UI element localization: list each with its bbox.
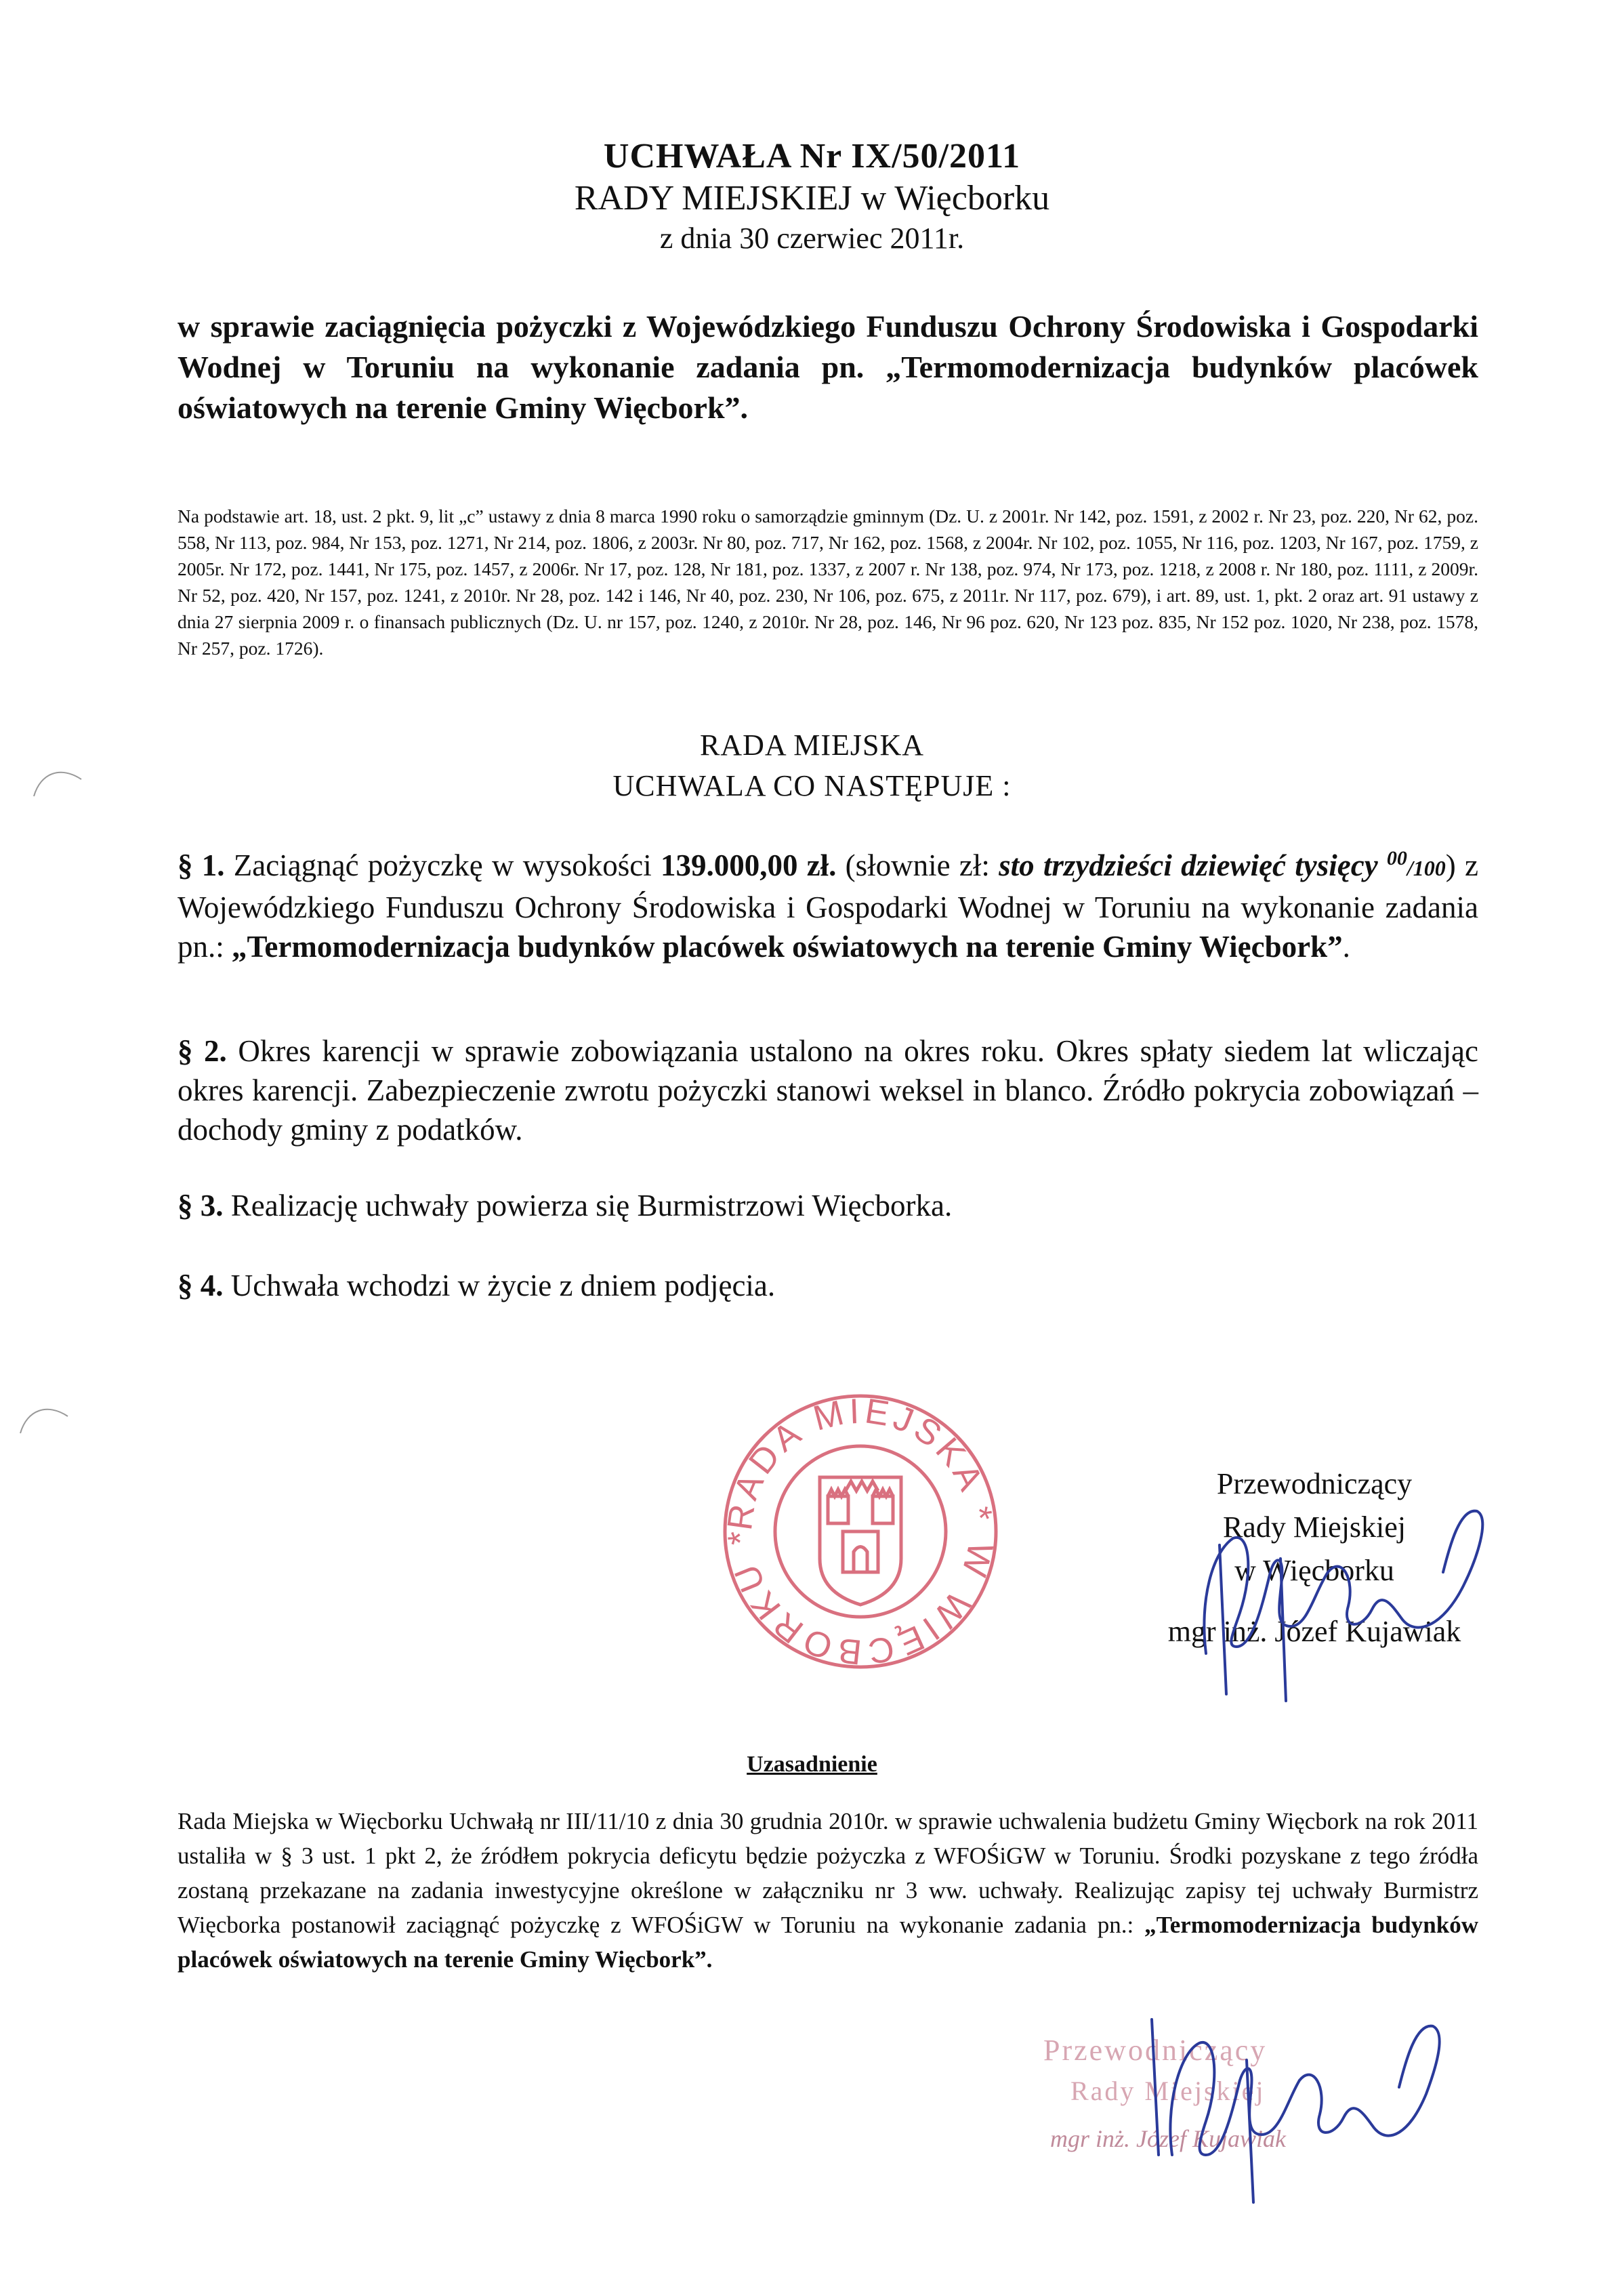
legal-basis: Na podstawie art. 18, ust. 2 pkt. 9, lit „c” ustawy z dnia 8 marca 1990 roku o samorządzie gminnym (Dz. U. z 2001r. Nr 142, poz. 1591, z 2002 r. Nr 23, poz. 220, Nr 62, poz. 558, Nr 113, poz. 984, Nr 153, poz. 1271, Nr 214, poz. 1806, z 2003r. Nr 80, poz. 717, Nr 162, poz. 1568, z 2004r. Nr 102, poz. 1055, Nr 116, poz. 1203, Nr 167, poz. 1759, z 2005r. Nr 172, poz. 1441, Nr 175, poz. 1457, z 2006r. Nr 17, poz. 128, Nr 181, poz. 1337, z 2007 r. Nr 138, poz. 974, Nr 173, poz. 1218, z 2008 r. Nr 180, poz. 1111, z 2009r. Nr 52, poz. 420, Nr 157, poz. 1241, z 2010r. Nr 28, poz. 142 i 146, Nr 40, poz. 230, Nr 106, poz. 675, z 2011r. Nr 117, poz. 679), i art. 89, ust. 1, pkt. 2 oraz art. 91 ustawy z dnia 27 sierpnia 2009 r. o finansach publicznych (Dz. U. nr 157, poz. 1240, z 2010r. Nr 28, poz. 146, Nr 96 poz. 620, Nr 123 poz. 835, Nr 152 poz. 1020, Nr 238, poz. 1578, Nr 257, poz. 1726). (178, 506, 1478, 659)
paragraph-text: Zaciągnąć pożyczkę w wysokości (224, 848, 661, 882)
handwritten-signature-1 (1125, 1491, 1504, 1708)
stamp-council: Rady Miejskiej (1070, 2076, 1266, 2106)
coat-of-arms-icon (820, 1477, 901, 1605)
council-decision-heading (0, 725, 1624, 806)
paragraph-1 (178, 839, 1478, 966)
decision-intro: UCHWALA CO NASTĘPUJE : (612, 769, 1012, 802)
paragraph-3 (178, 1186, 1478, 1225)
paragraph-symbol: § 1. (178, 848, 225, 882)
paragraph-symbol: § 4. (178, 1269, 224, 1302)
council-seal-stamp (718, 1389, 1003, 1674)
scan-edge-mark (27, 759, 88, 800)
paragraph-text: (słownie zł: (836, 848, 999, 882)
justification-task: „Termomodernizacja budynków placówek oświatowych na terenie Gminy Więcbork”. (178, 1912, 1478, 1973)
chairman-council: Rady Miejskiej (1222, 1510, 1407, 1544)
paragraph-text: . (1342, 930, 1350, 964)
chairman-title: Przewodniczący (1216, 1467, 1413, 1500)
paragraph-text: Realizację uchwały powierza się Burmistrzowi Więcborka. (223, 1189, 953, 1222)
scan-edge-mark (14, 1396, 75, 1437)
amount-in-words: sto trzydzieści dziewięć tysięcy (999, 848, 1387, 882)
handwritten-signature-2 (1111, 2006, 1450, 2209)
paragraph-symbol: § 3. (178, 1189, 224, 1222)
stamp-name: mgr inż. Józef Kujawiak (1050, 2125, 1286, 2152)
council-name: RADY MIEJSKIEJ w Więcborku (574, 179, 1050, 218)
resolution-date: z dnia 30 czerwiec 2011r. (659, 222, 965, 255)
chairman-town: w Więcborku (1234, 1554, 1394, 1587)
paragraph-text: Okres karencji w sprawie zobowiązania ustalono na okres roku. Okres spłaty siedem lat wliczając okres karencji. Zabezpieczenie zwrotu pożyczki stanowi weksel in blanco. Źródło pokrycia zobowiązań – dochody gminy z podatków. (178, 1034, 1478, 1147)
resolution-number: UCHWAŁA Nr IX/50/2011 (603, 137, 1021, 176)
justification-body: Rada Miejska w Więcborku Uchwałą nr III/11/10 z dnia 30 grudnia 2010r. w sprawie uchwalenia budżetu Gminy Więcbork na rok 2011 ustaliła w § 3 ust. 1 pkt 2, że źródłem pokrycia deficytu będzie pożyczka z WFOŚiGW w Toruniu. Środki pozyskane z tego źródła zostaną przekazane na zadania inwestycyjne określone w załączniku nr 3 ww. uchwały. Realizując zapisy tej uchwały Burmistrz Więcborka postanowił zaciągnąć pożyczkę z WFOŚiGW w Toruniu na wykonanie zadania pn.: (178, 1808, 1478, 1938)
paragraph-text: Uchwała wchodzi w życie z dniem podjęcia. (223, 1269, 776, 1302)
fraction-numerator: 00 (1386, 847, 1407, 869)
resolution-subject: w sprawie zaciągnięcia pożyczki z Wojewódzkiego Funduszu Ochrony Środowiska i Gospodarki Wodnej w Toruniu na wykonanie zadania pn. „Termomodernizacja budynków placówek oświatowych na terenie Gminy Więcbork”. (178, 309, 1478, 425)
loan-amount: 139.000,00 zł. (660, 848, 837, 882)
paragraph-4 (178, 1266, 1478, 1305)
task-name: „Termomodernizacja budynków placówek oświatowych na terenie Gminy Więcbork” (232, 930, 1343, 964)
justification-text (178, 1804, 1478, 1977)
seal-ring-text: RADA MIEJSKA * W WIĘCBORKU * (720, 1391, 1001, 1672)
stamp-title: Przewodniczący (1043, 2034, 1268, 2067)
paragraph-symbol: § 2. (178, 1034, 227, 1068)
council-label: RADA MIEJSKA (699, 728, 925, 762)
paragraph-2 (178, 1031, 1478, 1149)
resolution-header (0, 136, 1624, 258)
chairman-name: mgr inż. Józef Kujawiak (1167, 1615, 1461, 1648)
paragraph-text: ) z Wojewódzkiego Funduszu Ochrony Środowiska i Gospodarki Wodnej w Toruniu na wykonanie zadania pn.: (178, 848, 1478, 964)
fraction-denominator: /100 (1407, 856, 1446, 880)
justification-title: Uzasadnienie (747, 1752, 877, 1777)
